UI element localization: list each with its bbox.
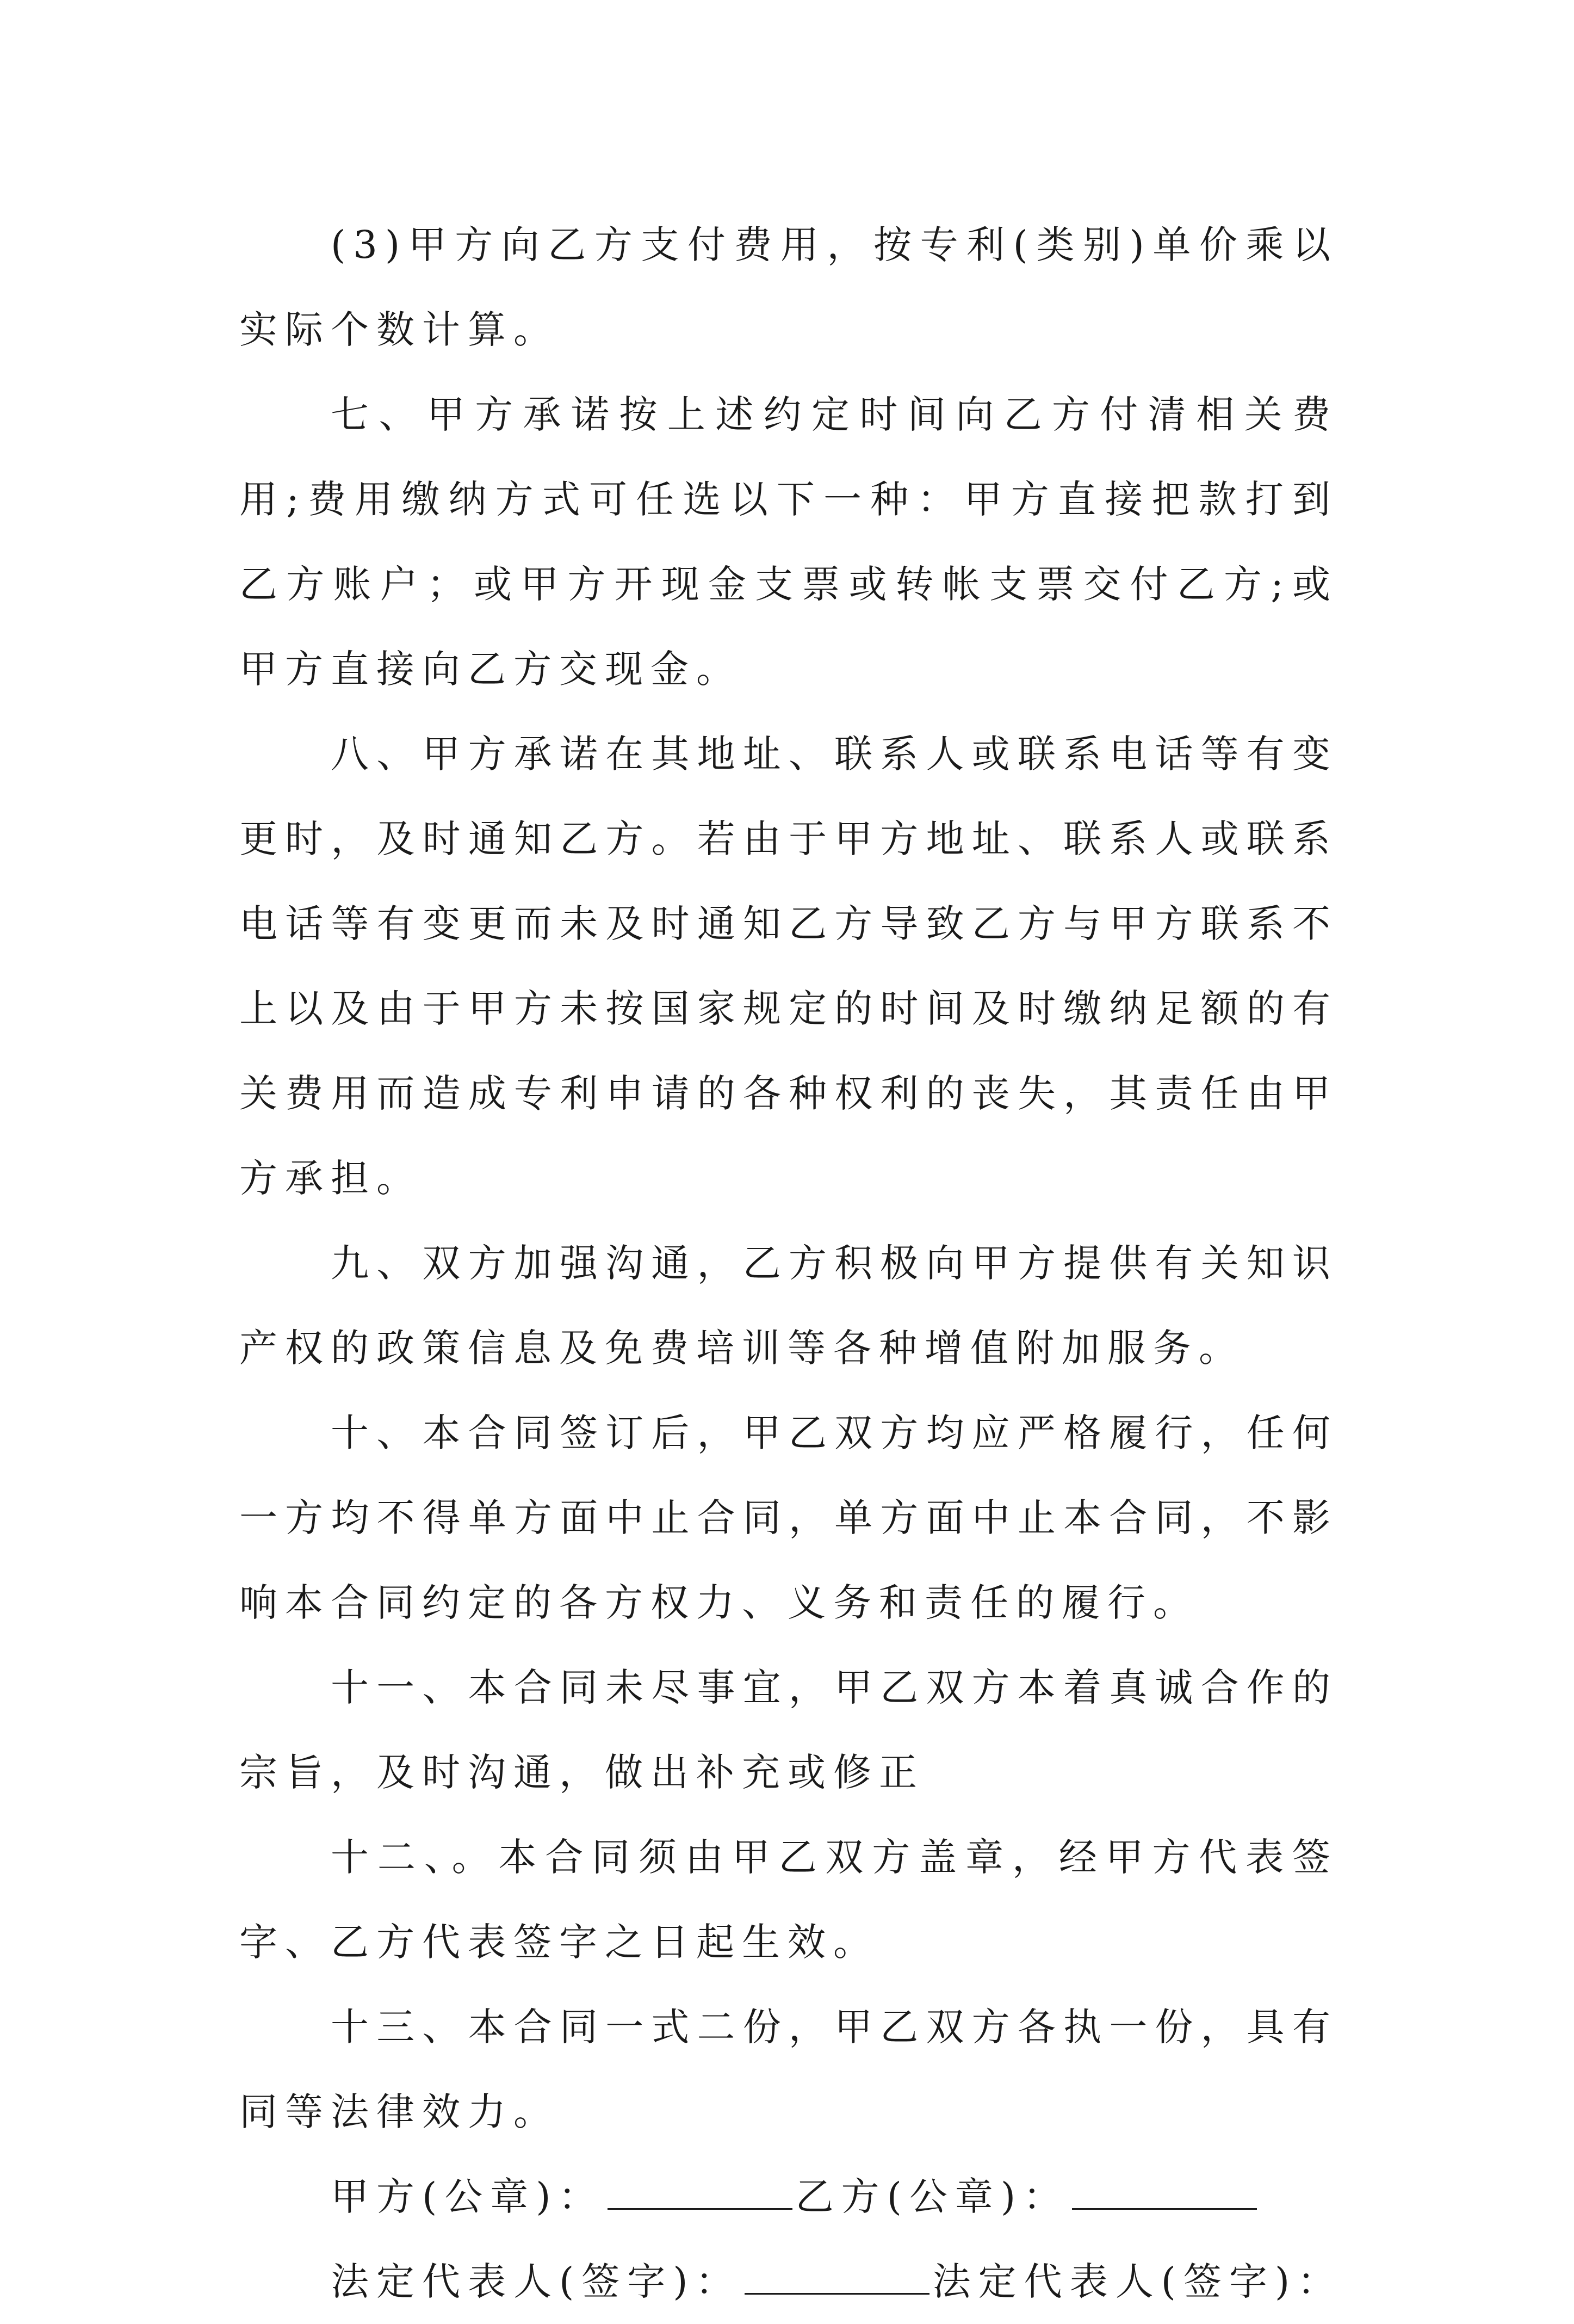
party-a-seal-label: 甲方(公章)： <box>331 2174 604 2219</box>
clause-8: 八、甲方承诺在其地址、联系人或联系电话等有变更时，及时通知乙方。若由于甲方地址、联系人或联系电话等有变更而未及时通知乙方导致乙方与甲方联系不上以及由于甲方未按国家规定的时间及时缴纳足额的有关费用而造成专利申请的各种权利的丧失，其责任由甲方承担。 <box>239 732 1338 1201</box>
clause-12: 十二、。本合同须由甲乙双方盖章，经甲方代表签字、乙方代表签字之日起生效。 <box>239 1835 1338 1964</box>
clause-6-item-3: (3)甲方向乙方支付费用，按专利(类别)单价乘以实际个数计算。 <box>239 222 1338 352</box>
clause-9: 九、双方加强沟通，乙方积极向甲方提供有关知识产权的政策信息及免费培训等各种增值附加服务。 <box>239 1241 1338 1370</box>
party-a-rep-blank <box>745 2259 929 2295</box>
party-b-seal-blank <box>1072 2174 1257 2210</box>
party-b-seal-label: 乙方(公章)： <box>795 2174 1069 2219</box>
clause-7: 七、甲方承诺按上述约定时间向乙方付清相关费用;费用缴纳方式可任选以下一种：甲方直接把款打到乙方账户；或甲方开现金支票或转帐支票交付乙方;或甲方直接向乙方交现金。 <box>239 392 1338 691</box>
contract-body <box>239 202 1343 2324</box>
party-b-rep-label: 法定代表人(签字)： <box>932 2259 1343 2304</box>
clause-11: 十一、本合同未尽事宜，甲乙双方本着真诚合作的宗旨，及时沟通，做出补充或修正 <box>239 1665 1338 1795</box>
representative-line <box>239 2239 1343 2324</box>
party-a-seal-blank <box>608 2174 792 2210</box>
clause-13: 十三、本合同一式二份，甲乙双方各执一份，具有同等法律效力。 <box>239 2005 1338 2134</box>
party-a-rep-label: 法定代表人(签字)： <box>331 2259 741 2304</box>
clause-10: 十、本合同签订后，甲乙双方均应严格履行，任何一方均不得单方面中止合同，单方面中止本合同，不影响本合同约定的各方权力、义务和责任的履行。 <box>239 1411 1338 1625</box>
